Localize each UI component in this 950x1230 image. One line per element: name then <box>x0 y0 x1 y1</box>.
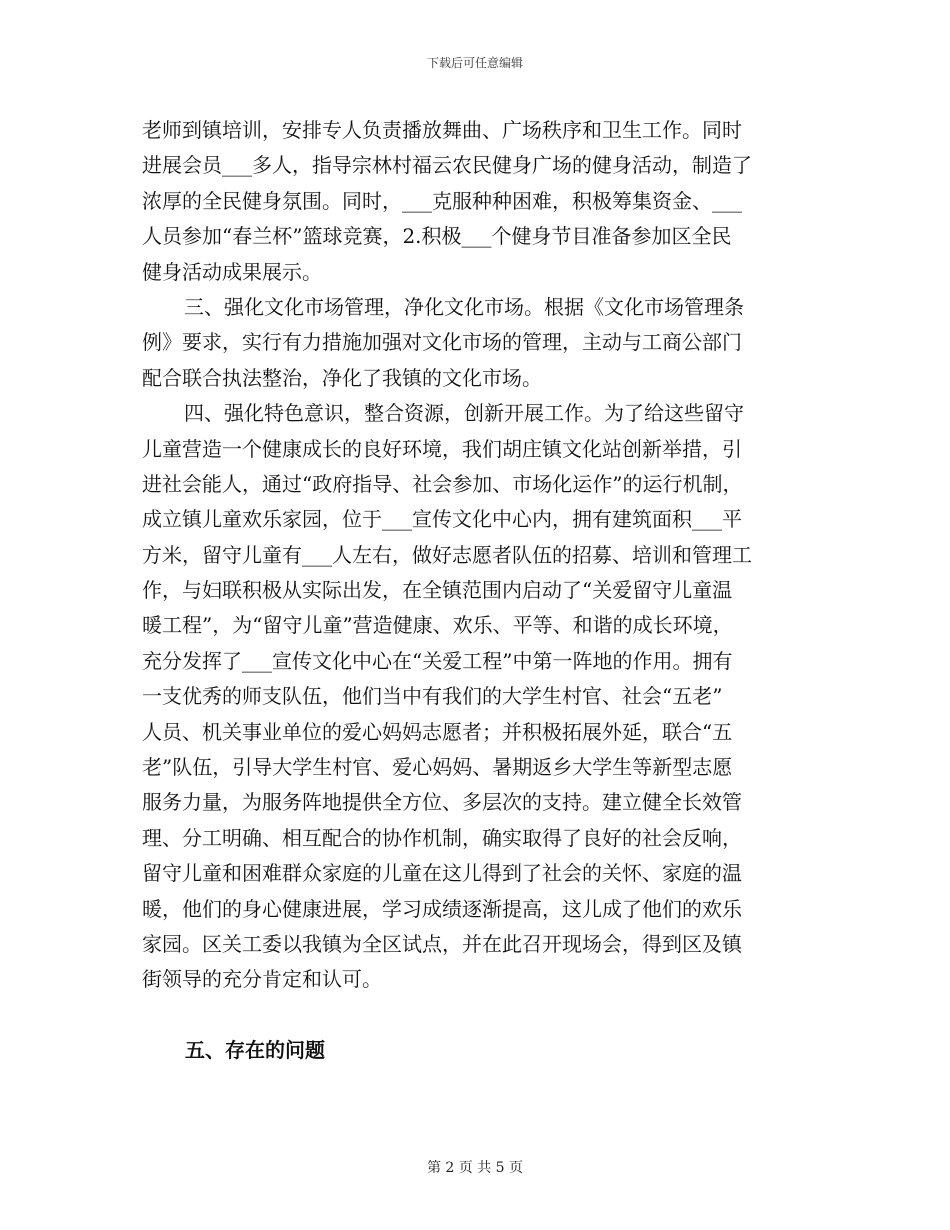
text-line: 方米，留守儿童有___人左右，做好志愿者队伍的招募、培训和管理工 <box>142 542 752 567</box>
text-line: 充分发挥了___宣传文化中心在“关爱工程”中第一阵地的作用。拥有 <box>142 648 733 673</box>
text-line: 儿童营造一个健康成长的良好环境，我们胡庄镇文化站创新举措，引 <box>142 436 742 461</box>
text-line: 一支优秀的师支队伍，他们当中有我们的大学生村官、社会“五老” <box>142 684 723 709</box>
page-footer: 第 2 页 共 5 页 <box>426 1160 524 1176</box>
text-line: 暖，他们的身心健康进展，学习成绩逐渐提高，这儿成了他们的欢乐 <box>142 896 742 921</box>
body-text <box>142 113 812 998</box>
page-header: 下载后可任意编辑 <box>426 56 523 70</box>
text-line: 作，与妇联积极从实际出发，在全镇范围内启动了“关爱留守儿童温 <box>142 578 733 603</box>
text-line: 配合联合执法整治，净化了我镇的文化市场。 <box>142 365 542 390</box>
text-line: 人员、机关事业单位的爱心妈妈志愿者；并积极拓展外延，联合“五 <box>142 719 733 744</box>
text-line: 例》要求，实行有力措施加强对文化市场的管理，主动与工商公部门 <box>142 330 742 355</box>
text-line: 暖工程”，为“留守儿童”营造健康、欢乐、平等、和谐的成长环境， <box>142 613 733 638</box>
text-line: 理、分工明确、相互配合的协作机制，确实取得了良好的社会反响， <box>142 825 742 850</box>
text-line: 老”队伍，引导大学生村官、爱心妈妈、暑期返乡大学生等新型志愿 <box>142 755 733 780</box>
text-line: 留守儿童和困难群众家庭的儿童在这儿得到了社会的关怀、家庭的温 <box>142 861 742 886</box>
text-line: 进展会员___多人，指导宗林村福云农民健身广场的健身活动，制造了 <box>142 153 752 178</box>
section-heading: 五、存在的问题 <box>185 1038 325 1062</box>
text-line: 人员参加“春兰杯”篮球竞赛，2.积极___个健身节目准备参加区全民 <box>142 224 732 249</box>
text-line: 街领导的充分肯定和认可。 <box>142 967 382 992</box>
text-line: 三、强化文化市场管理，净化文化市场。根据《文化市场管理条 <box>184 294 744 319</box>
text-line: 健身活动成果展示。 <box>142 259 322 284</box>
text-line: 服务力量，为服务阵地提供全方位、多层次的支持。建立健全长效管 <box>142 790 742 815</box>
text-line: 四、强化特色意识，整合资源，创新开展工作。为了给这些留守 <box>184 401 744 426</box>
text-line: 浓厚的全民健身氛围。同时，___克服种种困难，积极筹集资金、___ <box>142 188 742 213</box>
text-line: 老师到镇培训，安排专人负责播放舞曲、广场秩序和卫生工作。同时 <box>142 118 742 142</box>
text-line: 进社会能人，通过“政府指导、社会参加、市场化运作”的运行机制， <box>142 471 743 496</box>
text-line: 成立镇儿童欢乐家园，位于___宣传文化中心内，拥有建筑面积___平 <box>142 507 742 532</box>
text-line: 家园。区关工委以我镇为全区试点，并在此召开现场会，得到区及镇 <box>142 931 742 956</box>
